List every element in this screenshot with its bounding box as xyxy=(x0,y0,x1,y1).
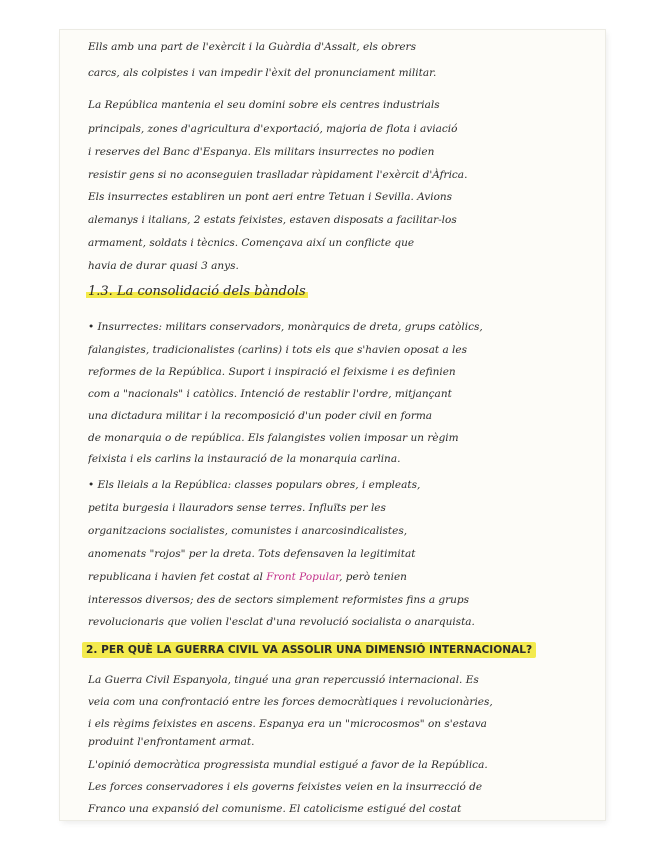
bullet-line: organitzacions socialistes, comunistes i anarcosindicalistes, xyxy=(88,525,408,537)
section-heading xyxy=(86,284,308,299)
bullet-line: revolucionaris que volien l'esclat d'una revolució socialista o anarquista. xyxy=(88,616,475,628)
front-popular-text: Front Popular xyxy=(266,571,340,583)
text-line: resistir gens si no aconseguien traslladar ràpidament l'exèrcit d'Àfrica. xyxy=(88,169,468,181)
bullet-line: com a "nacionals" i catòlics. Intenció de restablir l'ordre, mitjançant xyxy=(88,388,452,400)
text-line: carcs, als colpistes i van impedir l'èxit del pronunciament militar. xyxy=(88,67,437,79)
text-line: alemanys i italians, 2 estats feixistes, estaven disposats a facilitar-los xyxy=(88,214,457,226)
text-line: veia com una confrontació entre les forces democràtiques i revolucionàries, xyxy=(88,696,493,708)
bullet-line: de monarquia o de república. Els falangistes volien imposar un règim xyxy=(88,432,459,444)
handwritten-notes-page xyxy=(60,30,605,820)
bullet-line: anomenats "rojos" per la dreta. Tots defensaven la legitimitat xyxy=(88,548,416,560)
bullet-line xyxy=(88,570,588,584)
bullet-line: feixista i els carlins la instauració de la monarquia carlina. xyxy=(88,453,401,465)
text-line: armament, soldats i tècnics. Començava així un conflicte que xyxy=(88,237,415,249)
bullet-line: una dictadura militar i la recomposició d'un poder civil en forma xyxy=(88,410,433,422)
text-line: produint l'enfrontament armat. xyxy=(88,736,255,748)
text-line: havia de durar quasi 3 anys. xyxy=(88,260,239,272)
text-line: principals, zones d'agricultura d'exportació, majoria de flota i aviació xyxy=(88,123,458,135)
text-line: Els insurrectes establiren un pont aeri entre Tetuan i Sevilla. Avions xyxy=(88,191,453,203)
bullet-text: , però tenien xyxy=(339,571,407,583)
text-line: i reserves del Banc d'Espanya. Els militars insurrectes no podien xyxy=(88,146,435,158)
bullet-line: falangistes, tradicionalistes (carlins) i tots els que s'havien oposat a les xyxy=(88,344,468,356)
bullet-line: • Els lleials a la República: classes populars obres, i empleats, xyxy=(88,479,421,491)
bullet-line: • Insurrectes: militars conservadors, monàrquics de dreta, grups catòlics, xyxy=(88,321,483,333)
text-line: Les forces conservadores i els governs feixistes veien en la insurrecció de xyxy=(88,781,483,793)
section-heading-text: 2. PER QUÈ LA GUERRA CIVIL VA ASSOLIR UNA DIMENSIÓ INTERNACIONAL? xyxy=(82,642,536,658)
section-heading-text: 1.3. La consolidació dels bàndols xyxy=(88,284,306,299)
bullet-line: reformes de la República. Suport i inspiració el feixisme i es definien xyxy=(88,366,456,378)
bullet-line: petita burgesia i llauradors sense terres. Influïts per les xyxy=(88,502,386,514)
text-line: L'opinió democràtica progressista mundial estigué a favor de la República. xyxy=(88,759,488,771)
text-line: La Guerra Civil Espanyola, tingué una gran repercussió internacional. Es xyxy=(88,674,479,686)
text-line: Ells amb una part de l'exèrcit i la Guàrdia d'Assalt, els obrers xyxy=(88,41,416,53)
section-heading xyxy=(82,644,536,656)
bullet-line: interessos diversos; des de sectors simplement reformistes fins a grups xyxy=(88,594,470,606)
text-line: La República mantenia el seu domini sobre els centres industrials xyxy=(88,99,440,111)
text-line: Franco una expansió del comunisme. El catolicisme estigué del costat xyxy=(88,803,462,815)
text-line: i els règims feixistes en ascens. Espanya era un "microcosmos" on s'estava xyxy=(88,718,487,730)
bullet-text: republicana i havien fet costat al xyxy=(88,571,263,583)
